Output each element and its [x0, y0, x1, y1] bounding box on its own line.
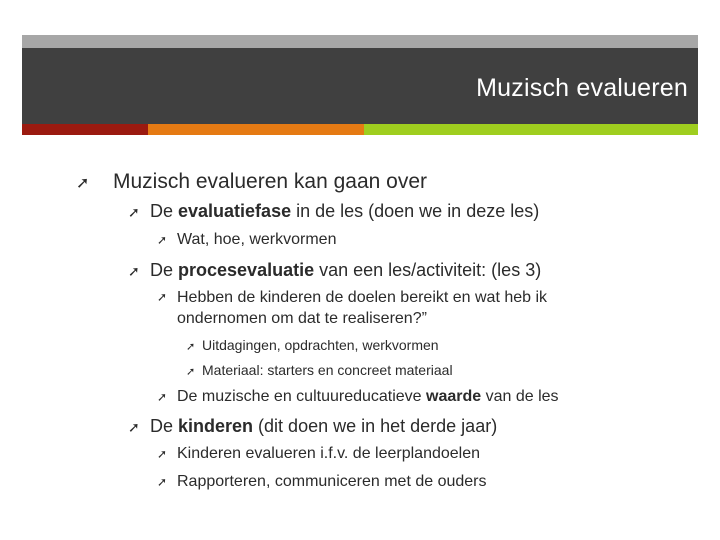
bullet-rapporteren-text: Rapporteren, communiceren met de ouders: [177, 473, 487, 490]
bullet-uitdagingen-text: Uitdagingen, opdrachten, werkvormen: [202, 337, 439, 353]
bullet-leerplandoelen: [157, 445, 480, 463]
accent-stripe-green: [364, 124, 698, 135]
bullet-materiaal: [186, 362, 453, 378]
bullet-rapporteren: [157, 473, 487, 491]
header-top-band: [22, 35, 698, 48]
arrow-up-right-icon: ➚: [76, 175, 90, 192]
bullet-waarde: [157, 388, 559, 406]
bullet-doelen-text: Hebben de kinderen de doelen bereikt en wat heb ik ondernomen om dat te realiseren?”: [177, 289, 548, 327]
bullet-main-text: Muzisch evalueren kan gaan over: [113, 170, 428, 193]
bullet-main: [76, 170, 427, 194]
arrow-up-right-icon: ➚: [157, 233, 168, 247]
bullet-procesevaluatie-text: De procesevaluatie van een les/activiteit: (les 3): [150, 260, 542, 280]
accent-stripe-orange: [148, 124, 364, 135]
bullet-procesevaluatie: [128, 260, 541, 281]
arrow-up-right-icon: ➚: [128, 204, 140, 220]
accent-stripe-red: [22, 124, 148, 135]
bullet-materiaal-text: Materiaal: starters en concreet materiaal: [202, 362, 453, 378]
arrow-up-right-icon: ➚: [157, 290, 168, 304]
arrow-up-right-icon: ➚: [157, 390, 168, 404]
arrow-up-right-icon: ➚: [186, 341, 196, 353]
bullet-werkvormen-text: Wat, hoe, werkvormen: [177, 231, 337, 248]
bullet-waarde-text: De muzische en cultuureducatieve waarde van de les: [177, 388, 559, 405]
slide-title: Muzisch evalueren: [476, 74, 688, 102]
arrow-up-right-icon: ➚: [128, 263, 140, 279]
arrow-up-right-icon: ➚: [157, 447, 168, 461]
bullet-kinderen: [128, 416, 497, 437]
bullet-kinderen-text: De kinderen (dit doen we in het derde jaar): [150, 416, 498, 436]
bullet-leerplandoelen-text: Kinderen evalueren i.f.v. de leerplandoelen: [177, 445, 481, 462]
arrow-up-right-icon: ➚: [157, 475, 168, 489]
arrow-up-right-icon: ➚: [128, 419, 140, 435]
bullet-werkvormen: [157, 231, 336, 249]
bullet-evaluatiefase-text: De evaluatiefase in de les (doen we in deze les): [150, 201, 540, 221]
arrow-up-right-icon: ➚: [186, 366, 196, 378]
bullet-evaluatiefase: [128, 201, 539, 222]
bullet-uitdagingen: [186, 337, 439, 353]
bullet-doelen: [157, 287, 637, 329]
